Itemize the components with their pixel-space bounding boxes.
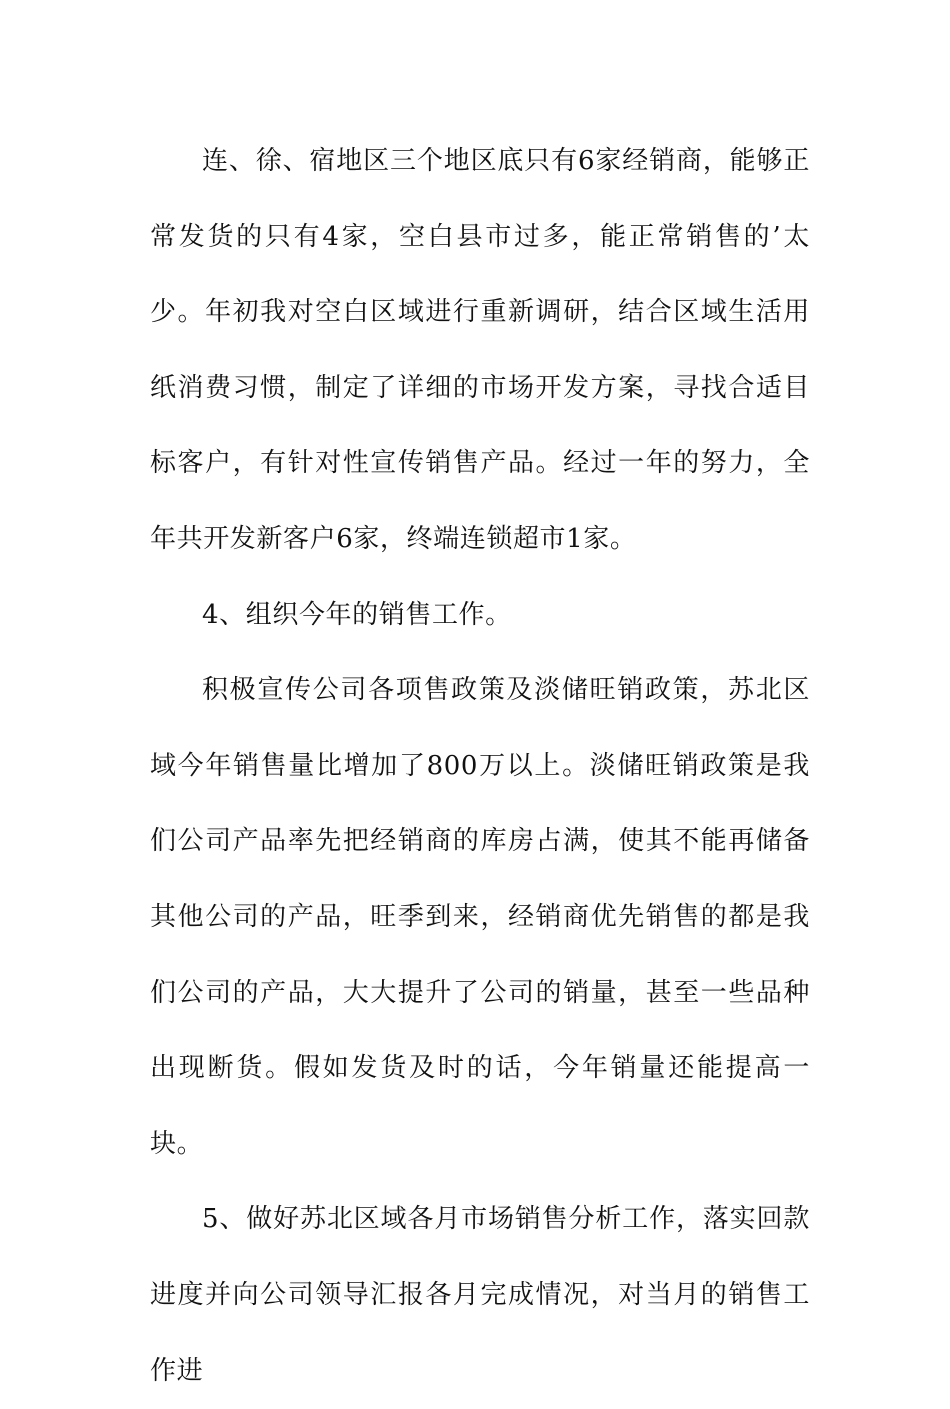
document-body — [150, 124, 810, 1409]
paragraph-sales-policy: 积极宣传公司各项售政策及淡储旺销政策，苏北区域今年销售量比增加了800万以上。淡储旺销政策是我们公司产品率先把经销商的库房占满，使其不能再储备其他公司的产品，旺季到来，经销商优先销售的都是我们公司的产品，大大提升了公司的销量，甚至一些品种出现断货。假如发货及时的话，今年销量还能提高一块。 — [150, 675, 810, 1159]
paragraph-section-4-heading: 4、组织今年的销售工作。 — [202, 599, 512, 630]
paragraph-section-5-analysis: 5、做好苏北区域各月市场销售分析工作，落实回款进度并向公司领导汇报各月完成情况，对当月的销售工作进 — [150, 1204, 810, 1386]
paragraph-new-customer-development: 连、徐、宿地区三个地区底只有6家经销商，能够正常发货的只有4家，空白县市过多，能正常销售的’太少。年初我对空白区域进行重新调研，结合区域生活用纸消费习惯，制定了详细的市场开发方案，寻找合适目标客户，有针对性宣传销售产品。经过一年的努力，全年共开发新客户6家，终端连锁超市1家。 — [150, 146, 810, 554]
